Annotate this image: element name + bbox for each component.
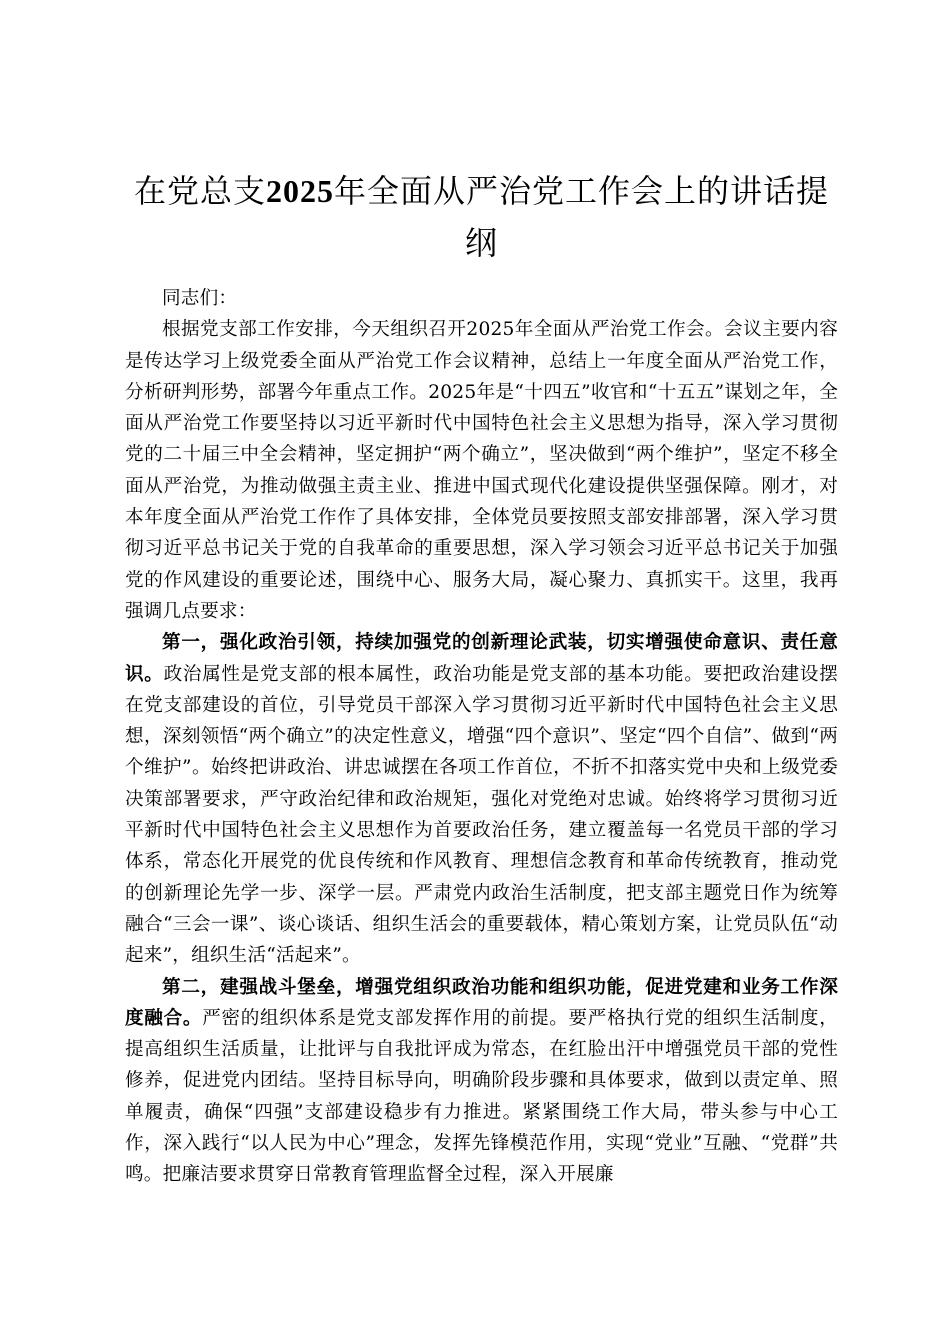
section-2-paragraph [125, 972, 838, 1191]
salutation: 同志们： [162, 288, 238, 309]
document-title [125, 165, 838, 269]
title-suffix: 年全面从严治党工作会上的讲话提纲 [334, 172, 830, 262]
title-year: 2025 [266, 173, 334, 209]
document-body [125, 165, 838, 1191]
intro-paragraph: 根据党支部工作安排，今天组织召开2025年全面从严治党工作会。会议主要内容是传达学习上级党委全面从严治党工作会议精神，总结上一年度全面从严治党工作，分析研判形势，部署今年重点工作。2025年是“十四五”收官和“十五五”谋划之年，全面从严治党工作要坚持以习近平新时代中国特色社会主义思想为指导，深入学习贯彻党的二十届三中全会精神，坚定拥护“两个确立”，坚决做到“两个维护”，坚定不移全面从严治党，为推动做强主责主业、推进中国式现代化建设提供坚强保障。刚才，对本年度全面从严治党工作作了具体安排，全体党员要按照支部安排部署，深入学习贯彻习近平总书记关于党的自我革命的重要思想，深入学习领会习近平总书记关于加强党的作风建设的重要论述，围绕中心、服务大局，凝心聚力、真抓实干。这里，我再强调几点要求： [125, 319, 838, 622]
section-2-heading: 第二，建强战斗堡垒，增强党组织政治功能和组织功能，促进党建和业务工作深度融合。 [125, 976, 838, 1029]
section-1-paragraph [125, 627, 838, 971]
section-2-body: 严密的组织体系是党支部发挥作用的前提。要严格执行党的组织生活制度，提高组织生活质量，让批评与自我批评成为常态，在红脸出汗中增强党员干部的党性修养，促进党内团结。坚持目标导向，明确阶段步骤和具体要求，做到以责定单、照单履责，确保“四强”支部建设稳步有力推进。紧紧围绕工作大局，带头参与中心工作，深入践行“以人民为中心”理念，发挥先锋模范作用，实现“党业”互融、“党群”共鸣。把廉洁要求贯穿日常教育管理监督全过程，深入开展廉 [125, 1007, 838, 1186]
section-1-heading: 第一，强化政治引领，持续加强党的创新理论武装，切实增强使命意识、责任意识。 [125, 632, 838, 685]
title-prefix: 在党总支 [133, 172, 266, 210]
section-1-body: 政治属性是党支部的根本属性，政治功能是党支部的基本功能。要把政治建设摆在党支部建设的首位，引导党员干部深入学习贯彻习近平新时代中国特色社会主义思想，深刻领悟“两个确立”的决定性意义，增强“四个意识”、坚定“四个自信”、做到“两个维护”。始终把讲政治、讲忠诚摆在各项工作首位，不折不扣落实党中央和上级党委决策部署要求，严守政治纪律和政治规矩，强化对党绝对忠诚。始终将学习贯彻习近平新时代中国特色社会主义思想作为首要政治任务，建立覆盖每一名党员干部的学习体系，常态化开展党的优良传统和作风教育、理想信念教育和革命传统教育，推动党的创新理论先学一步、深学一层。严肃党内政治生活制度，把支部主题党日作为统筹融合“三会一课”、谈心谈话、组织生活会的重要载体，精心策划方案，让党员队伍“动起来”，组织生活“活起来”。 [125, 663, 838, 967]
